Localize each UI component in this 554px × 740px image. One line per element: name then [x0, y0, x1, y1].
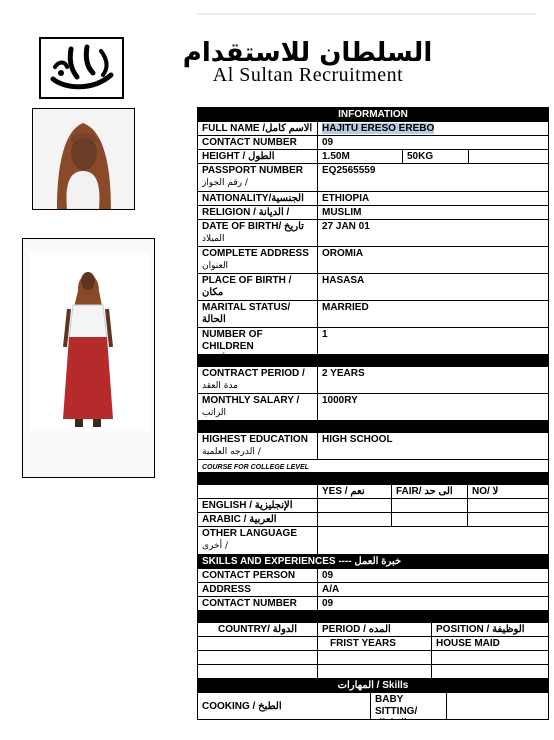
row-marital-status: [197, 301, 549, 328]
value-date-of-birth: 27 JAN 01: [317, 220, 548, 246]
label-date-of-birth: [198, 220, 317, 246]
label-children-ar: [202, 353, 313, 354]
header-yes: YES / نعم: [317, 485, 391, 498]
label-education-ar: الدرجه العلمية /: [202, 447, 261, 457]
information-form: [197, 107, 549, 720]
row-height: [197, 150, 549, 164]
value-address-2: A/A: [317, 583, 548, 596]
label-other-language-en: OTHER LANGUAGE: [202, 528, 297, 539]
label-place-of-birth: [198, 274, 317, 300]
label-education-en: HIGHEST EDUCATION: [202, 434, 308, 445]
label-baby-sitting-1: BABY: [375, 694, 404, 705]
section-title-skills: المهارات / Skills: [337, 680, 409, 691]
value-passport: EQ2565559: [317, 164, 548, 191]
section-bar-skills-experience: [197, 555, 549, 569]
label-contact-person: CONTACT PERSON: [202, 570, 296, 581]
experience-position-cell: [431, 665, 548, 678]
separator-bar: [197, 355, 549, 367]
experience-country-cell: [198, 665, 317, 678]
label-cooking: COOKING / الطبخ: [202, 701, 282, 712]
label-passport-ar: رقم الجواز /: [202, 178, 248, 188]
row-date-of-birth: [197, 220, 549, 247]
label-marital-status: [198, 301, 317, 327]
label-height: HEIGHT / الطول: [202, 151, 275, 162]
row-arabic: [197, 513, 549, 527]
label-english: ENGLISH / الإنجليزية: [202, 500, 293, 511]
label-pob-en: PLACE OF BIRTH / مكان: [202, 275, 292, 298]
row-full-name: [197, 122, 549, 136]
value-height: 1.50M: [317, 150, 402, 163]
brand-name-arabic: السلطان للاستقدام: [182, 38, 433, 68]
label-marital-ar: [202, 326, 313, 327]
empty-cell: [198, 485, 317, 498]
value-full-name-cell: [317, 122, 548, 135]
header-no: NO/ لا: [467, 485, 548, 498]
value-weight: 50KG: [402, 150, 468, 163]
row-experience-2: [197, 651, 549, 665]
college-course-note: COURSE FOR COLLEGE LEVEL: [202, 464, 309, 471]
row-contact-number-2: [197, 597, 549, 611]
value-nationality: ETHIOPIA: [317, 192, 548, 205]
row-address: [197, 247, 549, 274]
label-address-ar: العنوان: [202, 261, 229, 271]
header-period: PERIOD / المده: [317, 623, 431, 636]
label-contract-ar: مدة العقد: [202, 381, 238, 391]
experience-period-value: FRIST YEARS: [317, 637, 431, 650]
label-religion: RELIGION / الديانة /: [202, 207, 290, 218]
portrait-photo: [32, 108, 135, 210]
arabic-fair-cell: [391, 513, 467, 526]
value-contract-period: 2 YEARS: [317, 367, 548, 393]
separator-bar: [197, 473, 549, 485]
row-college-note: [197, 460, 549, 473]
label-other-language-ar: أخرى /: [202, 541, 228, 551]
label-other-language: [198, 527, 317, 554]
label-arabic: ARABIC / العربية: [202, 514, 277, 525]
value-monthly-salary: 1000RY: [317, 394, 548, 420]
value-contact-number: 09: [317, 136, 548, 149]
english-no-cell: [467, 499, 548, 512]
value-contact-person: 09: [317, 569, 548, 582]
label-address-en: COMPLETE ADDRESS: [202, 248, 309, 259]
experience-position-cell: [431, 651, 548, 664]
value-full-name: HAJITU ERESO EREBO: [322, 123, 435, 134]
separator-bar: [197, 421, 549, 433]
english-fair-cell: [391, 499, 467, 512]
label-passport: [198, 164, 317, 191]
separator-bar: [197, 611, 549, 623]
brand-name-english: Al Sultan Recruitment: [212, 64, 404, 86]
value-contact-number-2: 09: [317, 597, 548, 610]
row-children: [197, 328, 549, 355]
section-bar-information: [197, 107, 549, 122]
label-dob-en: DATE OF BIRTH/ تاريخ: [202, 221, 304, 232]
row-language-header: [197, 485, 549, 499]
value-marital-status: MARRIED: [317, 301, 548, 327]
full-body-photo: [22, 238, 155, 478]
arabic-no-cell: [467, 513, 548, 526]
row-contact-person: [197, 569, 549, 583]
label-address: [198, 247, 317, 273]
label-passport-en: PASSPORT NUMBER: [202, 165, 303, 176]
label-contact-number: CONTACT NUMBER: [202, 137, 297, 148]
section-title-information: INFORMATION: [198, 108, 548, 121]
row-english: [197, 499, 549, 513]
section-bar-skills: [197, 679, 549, 693]
label-baby-sitting-2: SITTING/: [375, 706, 418, 717]
label-children-en: NUMBER OF CHILDREN: [202, 329, 263, 352]
row-contact-number: [197, 136, 549, 150]
value-religion: MUSLIM: [317, 206, 548, 219]
header-country: COUNTRY/ الدولة: [218, 624, 297, 635]
company-logo: [39, 37, 124, 99]
experience-country-cell: [198, 637, 317, 650]
row-address-2: [197, 583, 549, 597]
label-education: [198, 433, 317, 459]
label-salary-ar: الراتب: [202, 408, 227, 418]
header-position: POSITION / الوظيفة: [431, 623, 548, 636]
row-experience-header: [197, 623, 549, 637]
experience-period-cell: [317, 651, 431, 664]
row-other-language: [197, 527, 549, 555]
row-skills: [197, 693, 549, 720]
row-contract-period: [197, 367, 549, 394]
label-contract-period: [198, 367, 317, 393]
experience-position-value: HOUSE MAID: [431, 637, 548, 650]
section-title-skills-experience: SKILLS AND EXPERIENCES ---- خبرة العمل: [202, 556, 402, 567]
label-nationality: NATIONALITY/الجنسية: [202, 193, 304, 204]
value-address: OROMIA: [317, 247, 548, 273]
label-contact-number-2: CONTACT NUMBER: [202, 598, 297, 609]
row-education: [197, 433, 549, 460]
row-passport: [197, 164, 549, 192]
value-children: 1: [317, 328, 548, 354]
experience-country-cell: [198, 651, 317, 664]
label-baby-sitting: [370, 693, 446, 719]
row-religion: [197, 206, 549, 220]
label-full-name: FULL NAME /الاسم كامل: [202, 123, 313, 134]
label-address-2: ADDRESS: [202, 584, 251, 595]
label-monthly-salary: [198, 394, 317, 420]
empty-cell: [468, 150, 548, 163]
row-nationality: [197, 192, 549, 206]
label-dob-ar: الميلاد: [202, 234, 225, 244]
label-marital-en: MARITAL STATUS/الحالة: [202, 302, 291, 325]
row-experience-1: [197, 637, 549, 651]
value-education: HIGH SCHOOL: [317, 433, 548, 459]
top-divider: [197, 13, 536, 15]
experience-period-cell: [317, 665, 431, 678]
label-children: [198, 328, 317, 354]
arabic-yes-cell: [317, 513, 391, 526]
english-yes-cell: [317, 499, 391, 512]
empty-cell: [446, 693, 548, 719]
empty-cell: [317, 527, 548, 554]
row-place-of-birth: [197, 274, 549, 301]
value-place-of-birth: HASASA: [317, 274, 548, 300]
label-contract-en: CONTRACT PERIOD /: [202, 368, 305, 379]
row-experience-3: [197, 665, 549, 679]
header-fair: FAIR/ الى حد: [391, 485, 467, 498]
label-pob-ar: [202, 299, 313, 300]
row-monthly-salary: [197, 394, 549, 421]
label-salary-en: MONTHLY SALARY /: [202, 395, 300, 406]
logo-calligraphy: [41, 39, 122, 97]
